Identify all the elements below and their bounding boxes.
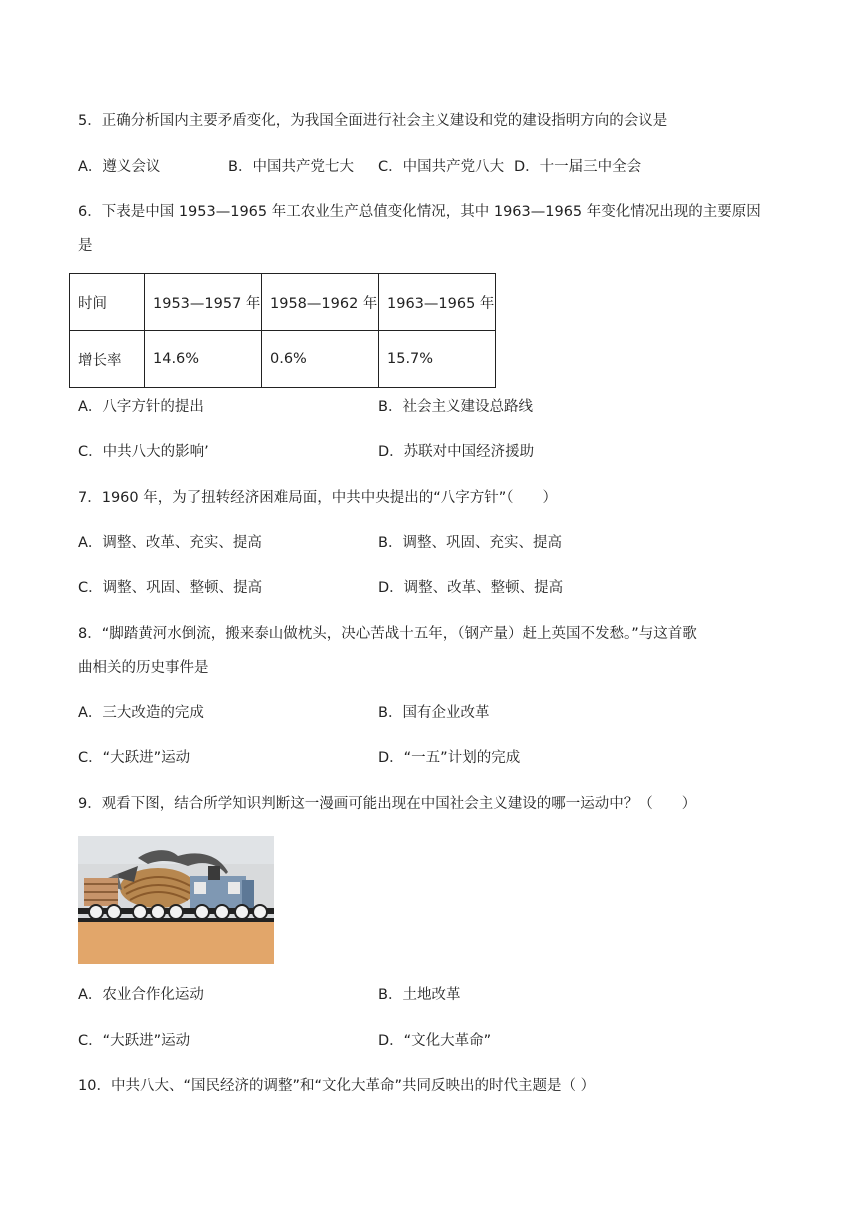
q7-option-c: C．调整、巩固、整顿、提高 [78,580,263,596]
q8-option-c: C．“大跃进”运动 [78,750,191,766]
q5-option-b: B．中国共产党七大 [228,159,354,175]
table-cell: 15.7% [379,331,496,388]
q5-option-c: C．中国共产党八大 [378,159,505,175]
table-cell: 0.6% [262,331,379,388]
q7-option-b: B．调整、巩固、充实、提高 [378,535,562,551]
table-row [70,331,496,388]
q6-stem-line2: 是 [78,238,93,254]
table-cell: 1963—1965 年 [379,274,496,331]
q5-option-a: A．遵义会议 [78,159,161,175]
q6-option-b: B．社会主义建设总路线 [378,399,533,415]
table-cell: 1958—1962 年 [262,274,379,331]
q7-stem: 7．1960 年，为了扭转经济困难局面，中共中央提出的“八字方针”（ ） [78,490,558,506]
q9-option-c: C．“大跃进”运动 [78,1033,191,1049]
q7-option-d: D．调整、改革、整顿、提高 [378,580,564,596]
q6-option-d: D．苏联对中国经济援助 [378,444,535,460]
q6-stem-line1: 6．下表是中国 1953—1965 年工农业生产总值变化情况，其中 1963—1965 年变化情况出现的主要原因 [78,204,761,220]
table-cell: 时间 [70,274,145,331]
q8-option-a: A．三大改造的完成 [78,705,204,721]
table-header-row [70,274,496,331]
growth-rate-table [69,273,496,388]
q5-stem: 5．正确分析国内主要矛盾变化，为我国全面进行社会主义建设和党的建设指明方向的会议是 [78,113,668,129]
q6-option-c: C．中共八大的影响’ [78,444,209,460]
q6-option-a: A．八字方针的提出 [78,399,204,415]
q9-option-a: A．农业合作化运动 [78,987,204,1003]
train-cartoon-image [78,836,274,964]
table-cell: 14.6% [145,331,262,388]
table-cell: 增长率 [70,331,145,388]
q8-option-b: B．国有企业改革 [378,705,490,721]
q8-option-d: D．“一五”计划的完成 [378,750,521,766]
q10-stem: 10．中共八大、“国民经济的调整”和“文化大革命”共同反映出的时代主题是（ ） [78,1078,596,1094]
q8-stem-line1: 8．“脚踏黄河水倒流，搬来泰山做枕头，决心苦战十五年，（钢产量）赶上英国不发愁。”与这首歌 [78,626,697,642]
q9-stem: 9．观看下图，结合所学知识判断这一漫画可能出现在中国社会主义建设的哪一运动中？（ ） [78,796,697,812]
q9-option-b: B．土地改革 [378,987,461,1003]
table-cell: 1953—1957 年 [145,274,262,331]
q9-option-d: D．“文化大革命” [378,1033,492,1049]
q5-option-d: D．十一届三中全会 [514,159,642,175]
q7-option-a: A．调整、改革、充实、提高 [78,535,262,551]
q8-stem-line2: 曲相关的历史事件是 [78,660,209,676]
